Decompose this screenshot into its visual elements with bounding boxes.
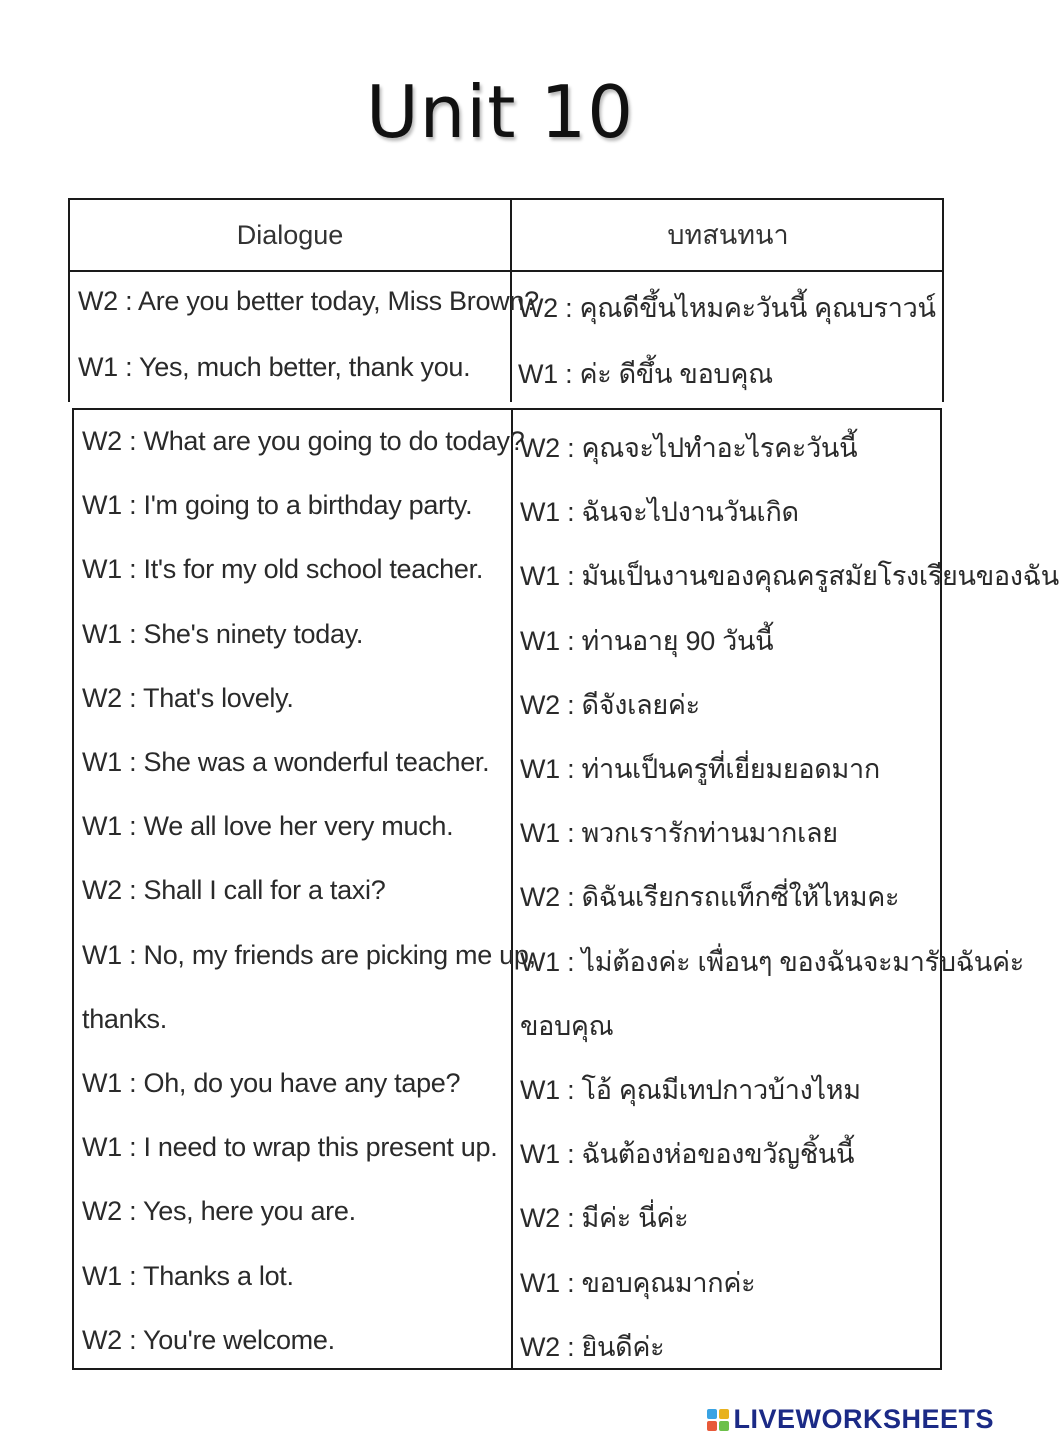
dialogue-line-th: W1 : ค่ะ ดีขึ้น ขอบคุณ <box>518 359 773 389</box>
dialogue-line-en: W1 : No, my friends are picking me up, <box>82 939 536 970</box>
dialogue-line-th: ขอบคุณ <box>520 1010 614 1041</box>
dialogue-line-th: W1 : ท่านเป็นครูที่เยี่ยมยอดมาก <box>520 754 880 784</box>
dialogue-line-th: W2 : ยินดีค่ะ <box>520 1331 665 1362</box>
header-thai: บทสนทนา <box>667 220 789 250</box>
dialogue-line-th: W2 : มีค่ะ นี่ค่ะ <box>520 1203 689 1234</box>
dialogue-line-en: W2 : What are you going to do today? <box>82 426 525 456</box>
dialogue-line-th: W1 : มันเป็นงานของคุณครูสมัยโรงเรียนของฉัน <box>520 561 1059 592</box>
logo-text: LIVEWORKSHEETS <box>733 1404 994 1434</box>
dialogue-line-th: W2 : ดีจังเลยค่ะ <box>520 689 700 720</box>
dialogue-table <box>72 408 1059 1370</box>
dialogue-line-en: W2 : Shall I call for a taxi? <box>82 875 386 906</box>
dialogue-line-th: W2 : ดิฉันเรียกรถแท็กซี่ให้ไหมคะ <box>520 882 900 913</box>
dialogue-header-table <box>68 198 944 402</box>
dialogue-line-th: W1 : ฉันต้องห่อของขวัญชิ้นนี้ <box>520 1139 855 1170</box>
dialogue-line-en: W1 : I need to wrap this present up. <box>82 1132 498 1163</box>
dialogue-line-th: W2 : คุณดีขึ้นไหมคะวันนี้ คุณบราวน์ <box>518 293 936 323</box>
dialogue-line-en: W1 : It's for my old school teacher. <box>82 554 484 585</box>
page-title: Unit 10 <box>365 70 635 154</box>
logo-icon <box>707 1409 729 1431</box>
dialogue-line-th: W1 : ไม่ต้องค่ะ เพื่อนๆ ของฉันจะมารับฉันค่ะ <box>520 946 1024 977</box>
logo-square <box>719 1409 729 1419</box>
column-divider <box>511 410 513 1368</box>
header-dialogue: Dialogue <box>236 220 344 250</box>
dialogue-line-en: W1 : She was a wonderful teacher. <box>82 747 490 777</box>
dialogue-line-en: W2 : Are you better today, Miss Brown? <box>78 286 539 316</box>
dialogue-line-th: W1 : ขอบคุณมากค่ะ <box>520 1267 756 1298</box>
dialogue-line-en: W1 : We all love her very much. <box>82 811 454 842</box>
dialogue-line-en: W1 : Thanks a lot. <box>82 1260 294 1291</box>
dialogue-line-th: W1 : พวกเรารักท่านมากเลย <box>520 818 838 849</box>
logo-square <box>719 1421 729 1431</box>
dialogue-line-th: W1 : ฉันจะไปงานวันเกิด <box>520 497 799 528</box>
liveworksheets-logo <box>707 1404 994 1435</box>
dialogue-line-en: W2 : You're welcome. <box>82 1324 335 1355</box>
logo-square <box>707 1421 717 1431</box>
dialogue-line-en: W1 : She's ninety today. <box>82 618 364 649</box>
dialogue-line-en: W2 : Yes, here you are. <box>82 1196 356 1227</box>
dialogue-line-en: W1 : Oh, do you have any tape? <box>82 1068 461 1098</box>
dialogue-line-en: W2 : That's lovely. <box>82 682 294 713</box>
dialogue-line-th: W1 : ท่านอายุ 90 วันนี้ <box>520 625 774 656</box>
logo-square <box>707 1409 717 1419</box>
dialogue-line-th: W2 : คุณจะไปทำอะไรคะวันนี้ <box>520 433 858 463</box>
dialogue-line-th: W1 : โอ้ คุณมีเทปกาวบ้างไหม <box>520 1075 861 1105</box>
header-divider <box>70 270 942 272</box>
dialogue-line-en: thanks. <box>82 1003 167 1034</box>
dialogue-line-en: W1 : I'm going to a birthday party. <box>82 490 473 521</box>
dialogue-line-en: W1 : Yes, much better, thank you. <box>78 352 471 382</box>
